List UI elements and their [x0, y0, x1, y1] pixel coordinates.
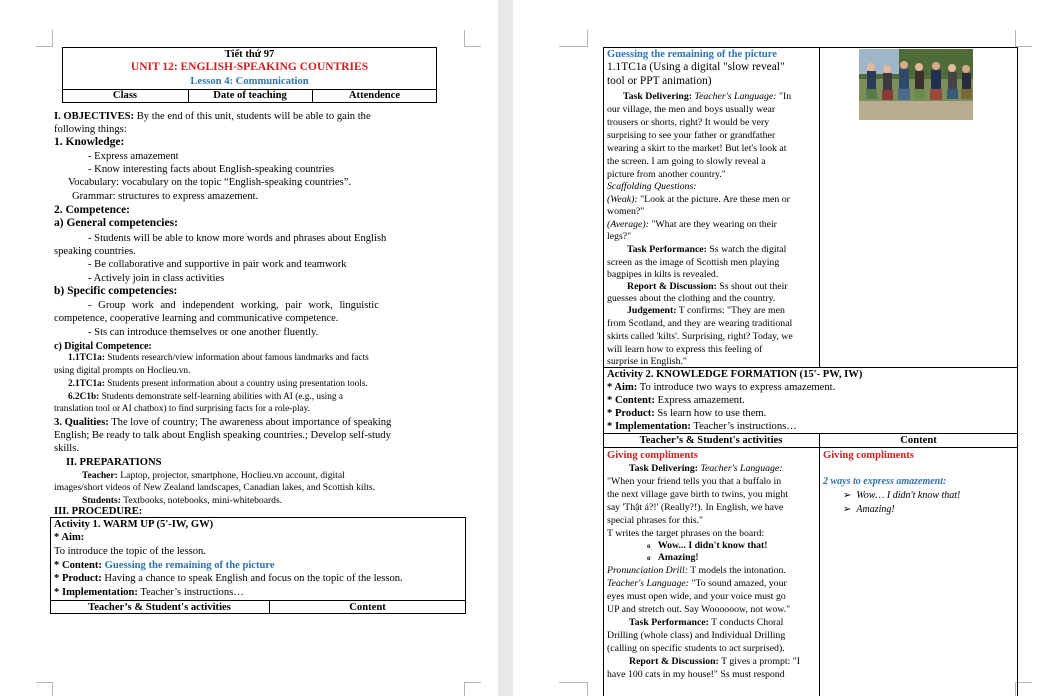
activity-2-title: Activity 2. KNOWLEDGE FORMATION (15'- PW, IW) [607, 369, 863, 380]
aim-label: * Aim: [607, 382, 638, 393]
qualities-heading: 3. Qualities: [54, 417, 109, 428]
qualities-text: The love of country; The awareness about importance of speaking [108, 417, 392, 428]
report-discussion-label: Report & Discussion: [629, 656, 719, 667]
report-text: have 100 cats in my house!" Ss must respond [607, 669, 785, 680]
specific-item-cont: competence, cooperative learning and communicative competence. [54, 313, 339, 324]
teachers-language-label: Teacher's Language: [607, 578, 690, 589]
crop-mark [464, 682, 481, 696]
judgement-text: will learn how to express this feeling of [607, 344, 763, 355]
task-delivering-line [623, 90, 791, 103]
task-text: surprising to see your father or grandfather [607, 130, 776, 141]
content-giving-compliments-heading: Giving compliments [823, 450, 914, 461]
task-delivering-label: Task Delivering: [623, 91, 693, 102]
aim-label: * Aim: [54, 532, 85, 543]
knowledge-item: - Know interesting facts about English-speaking countries [88, 164, 334, 175]
task-performance-text: bagpipes in kilts is revealed. [607, 269, 719, 280]
weak-label: (Weak): [607, 194, 638, 205]
giving-compliments-heading: Giving compliments [607, 450, 698, 461]
task-performance-text: screen as the image of Scottish men playing [607, 257, 780, 268]
teachers-language-label: Teacher's Language: [694, 91, 777, 102]
ways-heading: 2 ways to express amazement: [823, 476, 947, 487]
table-rule [819, 433, 820, 696]
task-performance-label: Task Performance: [627, 244, 707, 255]
crop-mark [1015, 30, 1032, 47]
crop-mark [36, 682, 53, 696]
table-rule [819, 47, 820, 367]
teachers-language-line [607, 577, 787, 590]
task-text: wearing a skirt to the market! But let's look at [607, 143, 787, 154]
content-text: Express amazement. [654, 395, 745, 406]
competence-code: 2.1TC1a: [68, 379, 105, 389]
unit-title: UNIT 12: ENGLISH-SPEAKING COUNTRIES [130, 61, 369, 73]
crop-mark [559, 30, 588, 47]
knowledge-item: - Express amazement [88, 151, 179, 162]
content-label: * Content: [54, 560, 102, 571]
aim-text: To introduce the topic of the lesson. [54, 546, 206, 557]
report-discussion-line [629, 655, 800, 668]
general-item: - Be collaborative and supportive in pair work and teamwork [88, 259, 347, 270]
preparations-heading: II. PREPARATIONS [66, 457, 162, 468]
task-delivering-label: Task Delivering: [629, 463, 699, 474]
col-attendence: Attendence [348, 90, 401, 101]
way-item-1 [843, 489, 960, 502]
task-text: "In [778, 91, 792, 102]
students-label: Students: [82, 495, 121, 506]
digital-item-3-cont: translation tool or AI chatbox) to find surprising facts for a role-play. [54, 404, 311, 414]
average-label: (Average): [607, 219, 649, 230]
col-activities: Teacher’s & Student's activities [88, 602, 231, 613]
grammar-line: Grammar: structures to express amazement. [72, 191, 259, 202]
task-performance-text: Ss watch the digital [706, 244, 787, 255]
task-text: T writes the target phrases on the board: [607, 528, 765, 539]
activity-2-product [607, 407, 766, 420]
competence-code: 6.2C1b: [68, 392, 100, 402]
general-competencies-heading: a) General competencies: [54, 217, 178, 229]
task-text: the screen. I am going to slowly reveal a [607, 156, 766, 167]
students-text: Textbooks, notebooks, mini-whiteboards. [120, 495, 283, 506]
col-class: Class [112, 90, 138, 101]
judgement-line [627, 304, 785, 317]
digital-item-2 [68, 378, 368, 391]
period-number: Tiết thứ 97 [224, 49, 275, 60]
specific-item: - Group work and independent working, pair work, linguistic [88, 300, 379, 311]
objectives-heading: I. OBJECTIVES: [54, 111, 135, 122]
tool-line-2: tool or PPT animation) [607, 75, 712, 87]
average-question-cont: legs?" [607, 231, 632, 242]
table-rule [603, 447, 1018, 448]
implementation-label: * Implementation: [607, 421, 691, 432]
document-page-right [513, 0, 1053, 696]
content-line [54, 559, 275, 572]
product-text: Having a chance to speak English and focus on the topic of the lesson. [104, 573, 403, 584]
general-item: - Students will be able to know more words and phrases about English [88, 233, 387, 244]
task-text: our village, the men and boys usually wear [607, 104, 776, 115]
task-text: trousers or shorts, right? It would be very [607, 117, 770, 128]
col-content: Content [900, 435, 937, 446]
task-performance-text: T conducts Choral [708, 617, 784, 628]
general-item: - Actively join in class activities [88, 273, 225, 284]
report-text: Ss shout out their [716, 281, 788, 292]
language-text: eyes must open wide, and your voice must go [607, 591, 786, 602]
document-page-left [0, 0, 498, 696]
task-performance-line [629, 616, 783, 629]
report-text: T gives a prompt: "I [718, 656, 801, 667]
specific-item: - Sts can introduce themselves or one another fluently. [88, 327, 319, 338]
procedure-heading: III. PROCEDURE: [54, 506, 143, 517]
objectives-line [54, 110, 371, 123]
general-item-cont: speaking countries. [54, 246, 136, 257]
digital-item-1 [68, 352, 369, 365]
guessing-title: Guessing the remaining of the picture [607, 49, 777, 60]
vocabulary-line: Vocabulary: vocabulary on the topic “English-speaking countries”. [68, 177, 352, 188]
crop-mark [559, 682, 588, 696]
average-question [607, 218, 777, 231]
weak-question-cont: women?" [607, 206, 645, 217]
way-text: Amazing! [856, 504, 895, 515]
task-performance-text: Drilling (whole class) and Individual Drilling [607, 630, 786, 641]
circle-bullet-icon: o [647, 554, 651, 562]
product-line [54, 572, 403, 585]
activity-2-implementation [607, 420, 797, 433]
report-discussion-label: Report & Discussion: [627, 281, 717, 292]
pronunciation-drill-line [607, 564, 786, 577]
scottish-kilts-photo [859, 49, 973, 120]
objectives-intro: By the end of this unit, students will be able to gain the [136, 111, 371, 122]
task-text: the next village gave birth to twins, you might [607, 489, 788, 500]
teacher-text: Laptop, projector, smartphone, Hoclieu.vn account, digital [117, 470, 345, 481]
specific-competencies-heading: b) Specific competencies: [54, 285, 178, 297]
knowledge-heading: 1. Knowledge: [54, 136, 125, 148]
teachers-language-label: Teacher's Language: [700, 463, 783, 474]
objectives-intro-2: following things: [54, 124, 127, 135]
qualities-line [54, 416, 391, 429]
report-text: guesses about the clothing and the country. [607, 293, 776, 304]
weak-text: "Look at the picture. Are these men or [637, 194, 790, 205]
judgement-text: skirts called 'kilts'. Surprising, right? Today, we [607, 331, 793, 342]
competence-text: Students research/view information about famous landmarks and facts [104, 353, 369, 363]
way-item-2 [843, 503, 895, 516]
product-text: Ss learn how to use them. [654, 408, 767, 419]
implementation-label: * Implementation: [54, 587, 138, 598]
teacher-preparations-cont: images/short videos of New Zealand landscapes, Canadian lakes, and Scottish kilts. [54, 482, 376, 493]
task-text: say 'Thật á?!' (Really?!). In English, we have [607, 502, 784, 513]
phrase-text: Amazing! [657, 552, 699, 563]
col-activities: Teacher’s & Student's activities [639, 435, 783, 446]
competence-heading: 2. Competence: [54, 204, 131, 216]
qualities-line-3: skills. [54, 443, 80, 454]
implementation-text: Teacher’s instructions… [140, 587, 244, 598]
drill-text: T models the intonation. [688, 565, 786, 576]
circle-bullet-icon: o [647, 542, 651, 550]
judgement-text: surprise in English." [607, 356, 687, 367]
target-phrase-2 [647, 551, 699, 565]
task-performance-label: Task Performance: [629, 617, 709, 628]
task-performance-line [627, 243, 786, 256]
task-text: picture from another country." [607, 169, 726, 180]
drill-label: Pronunciation Drill: [607, 565, 689, 576]
activity-2-aim [607, 381, 835, 394]
language-text: "To sound amazed, your [689, 578, 787, 589]
product-label: * Product: [54, 573, 102, 584]
arrow-bullet-icon: ➢ [843, 490, 852, 501]
average-text: "What are they wearing on their [648, 219, 777, 230]
competence-code: 1.1TC1a: [68, 353, 105, 363]
phrase-text: Wow... I didn't know that! [657, 540, 768, 551]
col-date: Date of teaching [213, 90, 287, 101]
crop-mark [464, 30, 481, 47]
competence-text: Students present information about a country using presentation tools. [104, 379, 368, 389]
judgement-text: T confirms: "They are men [676, 305, 785, 316]
product-label: * Product: [607, 408, 655, 419]
way-text: Wow… I didn't know that! [856, 490, 961, 501]
implementation-text: Teacher’s instructions… [690, 421, 797, 432]
task-text: special phrases for this." [607, 515, 703, 526]
qualities-line-2: English; Be ready to talk about English speaking countries.; Develop self-study [54, 430, 391, 441]
lesson-title: Lesson 4: Communication [190, 76, 309, 87]
competence-text: Students demonstrate self-learning abilities with AI (e.g., using a [99, 392, 343, 402]
aim-text: To introduce two ways to express amazement. [637, 382, 836, 393]
content-text: Guessing the remaining of the picture [104, 560, 275, 571]
judgement-text: from Scotland, and they are wearing traditional [607, 318, 793, 329]
digital-competence-heading: c) Digital Competence: [54, 341, 152, 352]
task-text: "When your friend tells you that a buffalo in [607, 476, 782, 487]
digital-item-1-cont: using digital prompts on Hoclieu.vn. [54, 366, 191, 376]
arrow-bullet-icon: ➢ [843, 504, 852, 515]
photo-illustration [859, 49, 973, 120]
activity-1-title: Activity 1. WARM UP (5'-IW, GW) [54, 519, 214, 530]
judgement-label: Judgement: [627, 305, 677, 316]
task-delivering-line [629, 462, 783, 475]
content-label: * Content: [607, 395, 655, 406]
crop-mark [36, 30, 53, 47]
col-content: Content [349, 602, 386, 613]
language-text: UP and stretch out. Say Woooooow, not wow." [607, 604, 791, 615]
teacher-label: Teacher: [82, 470, 118, 481]
task-performance-text: (calling on specific students to act surprised). [607, 643, 785, 654]
scaffolding-label: Scaffolding Questions: [607, 181, 697, 192]
implementation-line [54, 586, 244, 599]
tool-line-1: 1.1TC1a (Using a digital "slow reveal" [607, 61, 785, 73]
activity-2-content [607, 394, 745, 407]
